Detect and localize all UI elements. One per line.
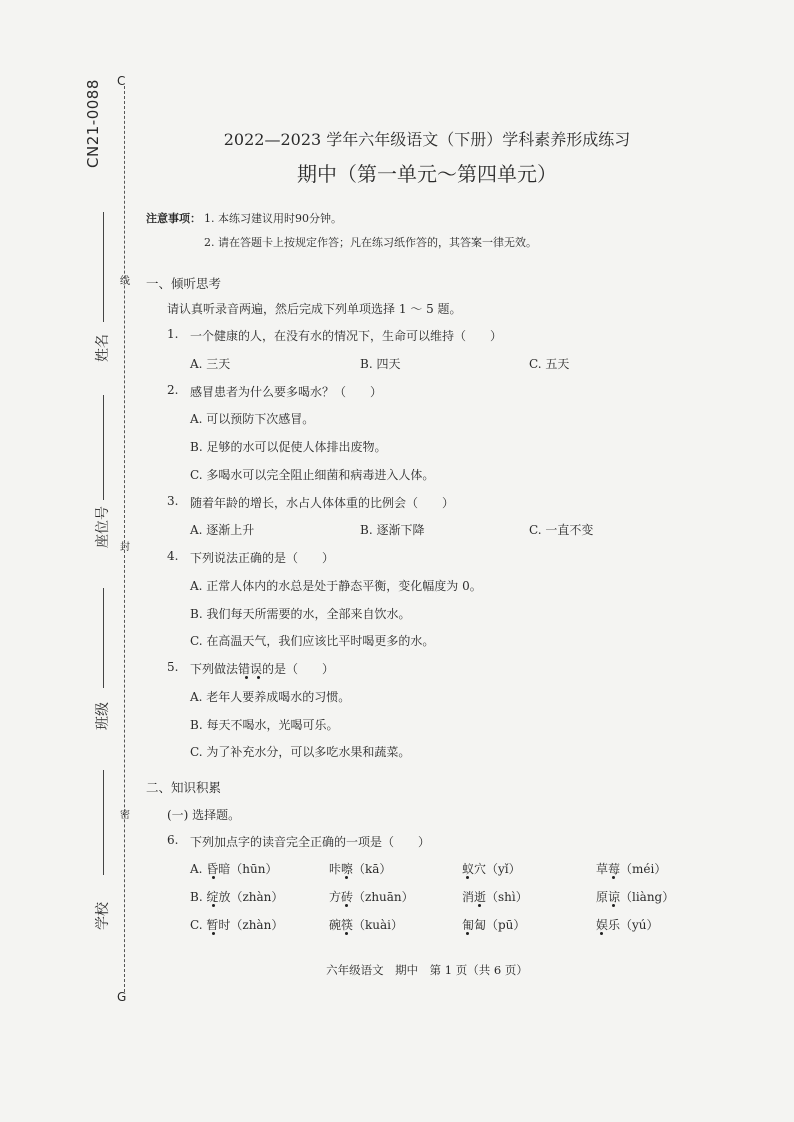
emphasis-dot	[466, 932, 469, 935]
school-field-line[interactable]	[103, 770, 104, 875]
emphasis-dot	[212, 904, 215, 907]
emphasis-dot	[345, 932, 348, 935]
q3-number: 3.	[167, 494, 179, 508]
q3-stem: 随着年龄的增长，水占人体体重的比例会（ ）	[190, 496, 455, 510]
cut-word-xian: 线	[120, 276, 130, 287]
emphasis-dot	[612, 876, 615, 879]
emphasis-dot	[212, 876, 215, 879]
binding-mark-c: C	[117, 74, 126, 88]
q3-option-b[interactable]: B. 逐渐下降	[360, 523, 425, 537]
class-field-label: 班级	[95, 702, 111, 730]
q6-number: 6.	[167, 833, 179, 847]
q4-option-c[interactable]: C. 在高温天气，我们应该比平时喝更多的水。	[190, 634, 435, 648]
q6-a-2: 咔嚓（kā）	[329, 862, 392, 876]
seat-field-line[interactable]	[103, 395, 104, 500]
q1-option-a[interactable]: A. 三天	[190, 357, 231, 371]
q6-stem: 下列加点字的读音完全正确的一项是（ ）	[190, 835, 431, 849]
q2-option-b[interactable]: B. 足够的水可以促使人体排出废物。	[190, 440, 387, 454]
note-item-1: 1. 本练习建议用时90分钟。	[204, 212, 342, 225]
q6-c-3: 匍匐（pū）	[462, 918, 526, 932]
q3-option-a[interactable]: A. 逐渐上升	[190, 523, 255, 537]
q2-stem: 感冒患者为什么要多喝水？（ ）	[190, 385, 383, 399]
q1-stem: 一个健康的人，在没有水的情况下，生命可以维持（ ）	[190, 329, 503, 343]
name-field-line[interactable]	[103, 212, 104, 322]
q5-option-a[interactable]: A. 老年人要养成喝水的习惯。	[190, 690, 351, 704]
page-footer: 六年级语文 期中 第 1 页（共 6 页）	[326, 963, 528, 977]
q2-option-a[interactable]: A. 可以预防下次感冒。	[190, 412, 315, 426]
exam-title: 2022—2023 学年六年级语文（下册）学科素养形成练习	[223, 130, 631, 149]
publication-code: CN21-0088	[84, 79, 102, 168]
emphasis-dot	[245, 676, 248, 679]
q5-stem: 下列做法错误的是（ ）	[190, 662, 335, 676]
q6-b-3: 消逝（shì）	[462, 890, 528, 904]
cut-word-feng: 封	[120, 542, 130, 553]
q5-option-c[interactable]: C. 为了补充水分，可以多吃水果和蔬菜。	[190, 745, 411, 759]
section1-instruction: 请认真听录音两遍，然后完成下列单项选择 1 ～ 5 题。	[167, 302, 462, 316]
notes-label: 注意事项：	[146, 212, 201, 225]
exam-subtitle: 期中（第一单元～第四单元）	[297, 162, 557, 186]
q6-c-1[interactable]: C. 暂时（zhàn）	[190, 918, 284, 932]
q1-option-b[interactable]: B. 四天	[360, 357, 401, 371]
q6-c-4: 娱乐（yú）	[596, 918, 659, 932]
q6-a-3: 蚁穴（yǐ）	[462, 862, 521, 876]
emphasis-dot	[345, 876, 348, 879]
name-field-label: 姓名	[95, 334, 111, 362]
q2-number: 2.	[167, 383, 179, 397]
note-item-2: 2. 请在答题卡上按规定作答；凡在练习纸作答的，其答案一律无效。	[204, 236, 537, 249]
emphasis-dot	[345, 904, 348, 907]
binding-mark-g: G	[117, 990, 127, 1004]
q4-option-a[interactable]: A. 正常人体内的水总是处于静态平衡，变化幅度为 0。	[190, 579, 482, 593]
emphasis-dot	[257, 676, 260, 679]
emphasis-dot	[612, 904, 615, 907]
q6-c-2: 碗筷（kuài）	[329, 918, 403, 932]
section2-sub: (一) 选择题。	[167, 808, 241, 822]
q1-option-c[interactable]: C. 五天	[529, 357, 570, 371]
q3-option-c[interactable]: C. 一直不变	[529, 523, 594, 537]
emphasis-dot	[478, 904, 481, 907]
q6-a-4: 草莓（méi）	[596, 862, 667, 876]
q2-option-c[interactable]: C. 多喝水可以完全阻止细菌和病毒进入人体。	[190, 468, 435, 482]
section2-title: 二、知识积累	[146, 780, 222, 795]
seat-field-label: 座位号	[95, 506, 111, 548]
emphasis-dot	[212, 932, 215, 935]
emphasis-dot	[466, 876, 469, 879]
school-field-label: 学校	[95, 902, 111, 930]
q6-b-4: 原谅（liàng）	[596, 890, 675, 904]
class-field-line[interactable]	[103, 588, 104, 688]
q4-stem: 下列说法正确的是（ ）	[190, 551, 335, 565]
q6-b-2: 方砖（zhuān）	[329, 890, 414, 904]
section1-title: 一、倾听思考	[146, 276, 222, 291]
q4-option-b[interactable]: B. 我们每天所需要的水，全部来自饮水。	[190, 607, 411, 621]
q6-a-1[interactable]: A. 昏暗（hūn）	[190, 862, 278, 876]
cut-word-mi: 密	[120, 810, 130, 821]
q4-number: 4.	[167, 549, 179, 563]
q5-number: 5.	[167, 660, 179, 674]
q6-b-1[interactable]: B. 绽放（zhàn）	[190, 890, 284, 904]
q1-number: 1.	[167, 327, 179, 341]
q5-option-b[interactable]: B. 每天不喝水，光喝可乐。	[190, 718, 339, 732]
emphasis-dot	[600, 932, 603, 935]
